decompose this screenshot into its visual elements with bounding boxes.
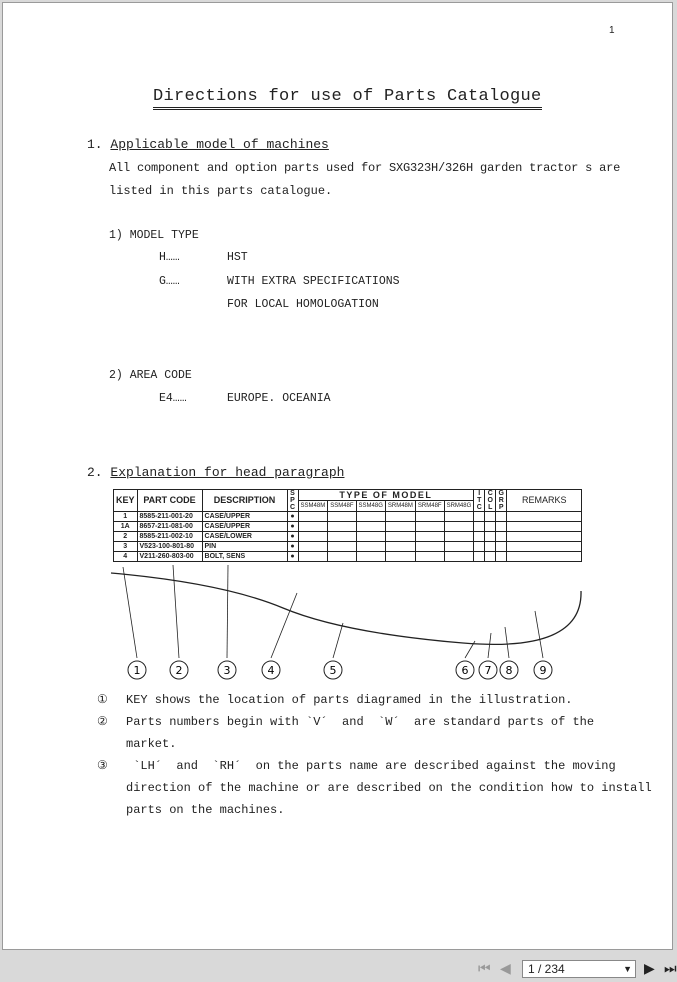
section-2-title: Explanation for head paragraph — [110, 465, 345, 480]
cell-empty — [356, 532, 385, 542]
document-page — [2, 2, 673, 950]
area-code-value: EUROPE. OCEANIA — [227, 392, 331, 405]
callout-number: 7 — [484, 664, 492, 677]
note-item — [97, 711, 597, 755]
header-col: C O L — [485, 490, 496, 512]
cell-key: 1 — [114, 512, 138, 522]
cell-code: 8585-211-002-10 — [137, 532, 202, 542]
section-2-heading — [87, 465, 344, 480]
cell-desc: CASE/UPPER — [202, 522, 287, 532]
note-item — [97, 689, 597, 711]
cell-empty — [356, 512, 385, 522]
cell-empty — [474, 552, 485, 562]
cell-empty — [507, 552, 582, 562]
cell-empty — [507, 542, 582, 552]
callout-number: 8 — [505, 664, 513, 677]
cell-empty — [485, 512, 496, 522]
header-type-of-model: TYPE OF MODEL — [298, 490, 474, 501]
notes-list — [97, 689, 652, 821]
cell-spc: ● — [287, 542, 298, 552]
chevron-down-icon: ▼ — [623, 964, 632, 974]
head-paragraph-table-body — [114, 512, 582, 562]
note-line: KEY shows the location of parts diagramed in the illustration. — [126, 693, 573, 707]
cell-empty — [444, 522, 474, 532]
header-itc: I T C — [474, 490, 485, 512]
header-model: SSM48M — [298, 501, 328, 512]
header-part-code: PART CODE — [137, 490, 202, 512]
model-type-h-value: HST — [227, 251, 248, 264]
cell-empty — [474, 522, 485, 532]
cell-empty — [507, 512, 582, 522]
cell-spc: ● — [287, 512, 298, 522]
cell-empty — [385, 522, 415, 532]
cell-key: 1A — [114, 522, 138, 532]
table-row — [114, 532, 582, 542]
section-1-line-2: listed in this parts catalogue. — [109, 184, 333, 198]
cell-spc: ● — [287, 552, 298, 562]
cell-empty — [496, 552, 507, 562]
note-line: Parts numbers begin with `V´ and `W´ are standard parts of the — [126, 715, 595, 729]
callout-number: 5 — [329, 664, 337, 677]
note-marker: ① — [97, 693, 108, 707]
page-title: Directions for use of Parts Catalogue — [153, 87, 542, 110]
cell-empty — [496, 512, 507, 522]
cell-empty — [444, 552, 474, 562]
cell-empty — [385, 542, 415, 552]
header-model: SRM48G — [444, 501, 474, 512]
cell-empty — [415, 552, 444, 562]
cell-key: 2 — [114, 532, 138, 542]
model-type-g-key: G…… — [159, 275, 180, 288]
cell-empty — [474, 542, 485, 552]
cell-empty — [485, 552, 496, 562]
page-selector[interactable] — [522, 960, 636, 978]
table-row — [114, 522, 582, 532]
table-callouts-illustration — [103, 563, 593, 693]
cell-code: V523-100-801-80 — [137, 542, 202, 552]
note-item — [97, 755, 652, 821]
cell-code: V211-260-803-00 — [137, 552, 202, 562]
cell-empty — [507, 522, 582, 532]
cell-spc: ● — [287, 532, 298, 542]
model-type-g-value-2: FOR LOCAL HOMOLOGATION — [227, 298, 379, 311]
cell-empty — [444, 542, 474, 552]
header-model: SSM48F — [328, 501, 356, 512]
cell-empty — [385, 552, 415, 562]
table-row — [114, 552, 582, 562]
callout-number: 2 — [175, 664, 183, 677]
page-number: 1 — [609, 25, 615, 36]
table-row — [114, 542, 582, 552]
last-page-icon[interactable]: ⏭ — [664, 961, 677, 977]
header-description: DESCRIPTION — [202, 490, 287, 512]
cell-empty — [328, 552, 356, 562]
cell-empty — [328, 512, 356, 522]
previous-page-icon[interactable]: ◀ — [500, 961, 511, 977]
cell-empty — [356, 552, 385, 562]
cell-empty — [356, 522, 385, 532]
header-spc: S P C — [287, 490, 298, 512]
cell-empty — [298, 522, 328, 532]
cell-desc: CASE/LOWER — [202, 532, 287, 542]
header-model: SSM48G — [356, 501, 385, 512]
head-paragraph-table — [113, 489, 582, 562]
cell-empty — [328, 532, 356, 542]
cell-desc: CASE/UPPER — [202, 512, 287, 522]
header-model: SRM48F — [415, 501, 444, 512]
cell-empty — [415, 512, 444, 522]
cell-empty — [328, 522, 356, 532]
callout-number: 9 — [539, 664, 547, 677]
cell-empty — [298, 512, 328, 522]
cell-empty — [356, 542, 385, 552]
cell-empty — [444, 512, 474, 522]
table-row — [114, 512, 582, 522]
cell-spc: ● — [287, 522, 298, 532]
cell-code: 8657-211-081-00 — [137, 522, 202, 532]
cell-empty — [474, 512, 485, 522]
cell-empty — [415, 542, 444, 552]
cell-empty — [385, 532, 415, 542]
section-1-heading — [87, 137, 329, 152]
next-page-icon[interactable]: ▶ — [644, 961, 655, 977]
cell-empty — [507, 532, 582, 542]
section-1-number: 1. — [87, 137, 103, 152]
cell-empty — [298, 552, 328, 562]
model-type-label: 1) MODEL TYPE — [109, 229, 199, 242]
cell-empty — [496, 522, 507, 532]
cell-key: 4 — [114, 552, 138, 562]
cell-empty — [328, 542, 356, 552]
page-indicator: 1 / 234 — [528, 962, 565, 976]
header-grp: G R P — [496, 490, 507, 512]
cell-empty — [485, 532, 496, 542]
cell-empty — [415, 522, 444, 532]
note-marker: ③ — [97, 759, 108, 773]
model-type-h-key: H…… — [159, 251, 180, 264]
cell-code: 8585-211-001-20 — [137, 512, 202, 522]
first-page-icon[interactable]: ⏮ — [478, 961, 491, 977]
model-type-g-value-1: WITH EXTRA SPECIFICATIONS — [227, 275, 400, 288]
area-code-label: 2) AREA CODE — [109, 369, 192, 382]
cell-empty — [496, 532, 507, 542]
header-model: SRM48M — [385, 501, 415, 512]
callout-number: 6 — [461, 664, 469, 677]
cell-desc: PIN — [202, 542, 287, 552]
note-line: parts on the machines. — [126, 803, 285, 817]
section-2-number: 2. — [87, 465, 103, 480]
note-line: market. — [126, 737, 177, 751]
note-line: direction of the machine or are described on the condition how to install — [126, 781, 652, 795]
cell-empty — [385, 512, 415, 522]
section-1-line-1: All component and option parts used for SXG323H/326H garden tractor s are — [109, 161, 621, 175]
cell-empty — [415, 532, 444, 542]
note-line: `LH´ and `RH´ on the parts name are described against the moving — [126, 759, 616, 773]
cell-empty — [298, 542, 328, 552]
callout-number: 4 — [267, 664, 275, 677]
callout-number: 3 — [223, 664, 231, 677]
cell-empty — [298, 532, 328, 542]
cell-empty — [485, 522, 496, 532]
note-marker: ② — [97, 715, 108, 729]
cell-empty — [496, 542, 507, 552]
cell-desc: BOLT, SENS — [202, 552, 287, 562]
header-key: KEY — [114, 490, 138, 512]
area-code-key: E4…… — [159, 392, 187, 405]
section-1-title: Applicable model of machines — [110, 137, 329, 152]
header-remarks: REMARKS — [507, 490, 582, 512]
cell-empty — [444, 532, 474, 542]
callout-number: 1 — [133, 664, 141, 677]
cell-empty — [485, 542, 496, 552]
cell-empty — [474, 532, 485, 542]
cell-key: 3 — [114, 542, 138, 552]
